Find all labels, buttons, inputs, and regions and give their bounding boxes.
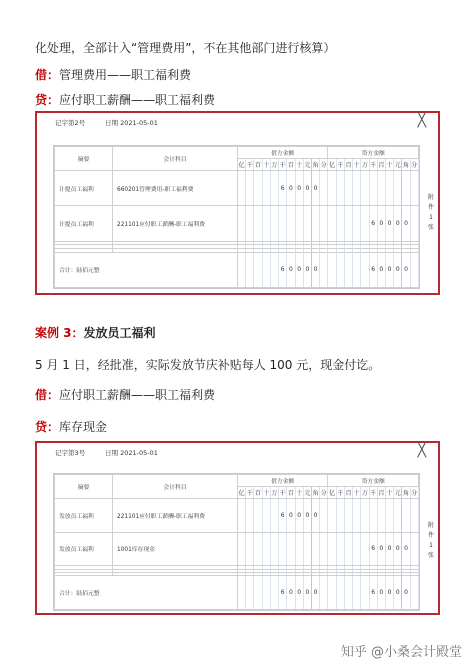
debit-digit bbox=[295, 532, 303, 566]
close-icon[interactable]: ╳ bbox=[417, 442, 426, 458]
debit-digit bbox=[303, 206, 311, 241]
debit-line-1 bbox=[35, 66, 191, 83]
debit-digit bbox=[270, 206, 278, 241]
digit-header: 十 bbox=[353, 159, 361, 171]
credit-line-2 bbox=[35, 418, 107, 435]
credit-digit bbox=[394, 499, 402, 533]
debit-digit bbox=[311, 206, 319, 241]
total-debit-digit bbox=[246, 576, 254, 610]
digit-header: 角 bbox=[402, 159, 410, 171]
credit-digit bbox=[344, 499, 352, 533]
voucher-1 bbox=[35, 111, 440, 295]
digit-header: 元 bbox=[303, 487, 311, 499]
credit-text: 应付职工薪酬——职工福利费 bbox=[59, 93, 216, 107]
total-row bbox=[55, 576, 419, 610]
credit-digit bbox=[385, 499, 393, 533]
debit-header: 借方金额 bbox=[238, 475, 328, 487]
credit-digit bbox=[353, 532, 361, 566]
debit-text: 应付职工薪酬——职工福利费 bbox=[59, 388, 216, 402]
digit-header: 分 bbox=[320, 487, 328, 499]
digit-header: 十 bbox=[295, 159, 303, 171]
credit-digit bbox=[369, 499, 377, 533]
total-debit-digit: 0 bbox=[287, 576, 295, 610]
close-icon[interactable]: ╳ bbox=[417, 112, 426, 128]
voucher-header bbox=[37, 113, 438, 135]
credit-digit bbox=[328, 171, 336, 206]
digit-header: 百 bbox=[254, 487, 262, 499]
total-credit-digit bbox=[410, 252, 418, 288]
credit-digit bbox=[361, 499, 369, 533]
digit-header: 分 bbox=[410, 487, 418, 499]
credit-digit: 0 bbox=[402, 532, 410, 566]
attachment-char: 件 bbox=[427, 204, 434, 211]
digit-header: 角 bbox=[402, 487, 410, 499]
attachment-char: 附 bbox=[427, 522, 434, 529]
debit-digit bbox=[279, 532, 287, 566]
total-debit-digit: 0 bbox=[303, 252, 311, 288]
debit-line-2 bbox=[35, 386, 215, 403]
debit-digit bbox=[246, 206, 254, 241]
credit-text: 库存现金 bbox=[59, 420, 108, 434]
debit-digit bbox=[320, 171, 328, 206]
debit-digit bbox=[270, 171, 278, 206]
credit-label: 贷： bbox=[35, 93, 60, 107]
total-debit-digit bbox=[254, 576, 262, 610]
debit-header: 借方金额 bbox=[238, 147, 328, 159]
debit-text: 管理费用——职工福利费 bbox=[59, 68, 192, 82]
total-credit-digit: 0 bbox=[394, 576, 402, 610]
credit-digit bbox=[410, 532, 418, 566]
digit-header: 百 bbox=[287, 487, 295, 499]
digit-header: 亿 bbox=[328, 159, 336, 171]
credit-digit bbox=[353, 206, 361, 241]
credit-digit bbox=[336, 499, 344, 533]
table-row bbox=[55, 532, 419, 566]
attachment-note bbox=[425, 193, 437, 233]
total-debit-digit bbox=[320, 252, 328, 288]
attachment-char: 件 bbox=[427, 532, 434, 539]
debit-digit bbox=[303, 532, 311, 566]
digit-header: 百 bbox=[344, 159, 352, 171]
digit-header: 百 bbox=[287, 159, 295, 171]
credit-digit bbox=[328, 206, 336, 241]
total-label: 合计：陆佰元整 bbox=[55, 252, 238, 288]
credit-digit bbox=[377, 499, 385, 533]
credit-digit: 0 bbox=[394, 532, 402, 566]
voucher-table bbox=[53, 145, 420, 289]
debit-digit: 6 bbox=[279, 171, 287, 206]
account-header: 会计科目 bbox=[113, 475, 238, 499]
table-row bbox=[55, 499, 419, 533]
attachment-note bbox=[425, 521, 437, 561]
credit-digit: 0 bbox=[377, 532, 385, 566]
total-debit-digit bbox=[262, 252, 270, 288]
total-debit-digit bbox=[238, 576, 246, 610]
digit-header: 元 bbox=[394, 159, 402, 171]
attachment-char: 1 bbox=[429, 214, 433, 221]
total-debit-digit bbox=[262, 576, 270, 610]
total-debit-digit bbox=[254, 252, 262, 288]
total-label: 合计：陆佰元整 bbox=[55, 576, 238, 610]
debit-digit bbox=[238, 532, 246, 566]
digit-header: 十 bbox=[353, 487, 361, 499]
credit-label: 贷： bbox=[35, 420, 60, 434]
debit-digit bbox=[254, 171, 262, 206]
debit-digit bbox=[311, 532, 319, 566]
total-debit-digit bbox=[320, 576, 328, 610]
credit-digit bbox=[336, 532, 344, 566]
voucher-2 bbox=[35, 441, 440, 615]
digit-header: 百 bbox=[377, 159, 385, 171]
digit-header: 亿 bbox=[238, 159, 246, 171]
total-credit-digit bbox=[361, 252, 369, 288]
debit-digit bbox=[246, 532, 254, 566]
account-cell: 221101应付职工薪酬-职工福利费 bbox=[113, 499, 238, 533]
total-debit-digit: 0 bbox=[295, 576, 303, 610]
debit-label: 借： bbox=[35, 68, 60, 82]
credit-digit bbox=[328, 532, 336, 566]
debit-digit bbox=[254, 499, 262, 533]
debit-digit bbox=[246, 499, 254, 533]
debit-digit bbox=[295, 206, 303, 241]
summary-header: 摘要 bbox=[55, 147, 113, 171]
case-label: 案例 3： bbox=[35, 326, 84, 340]
debit-digit bbox=[262, 171, 270, 206]
digit-header: 角 bbox=[311, 159, 319, 171]
digit-header: 万 bbox=[270, 159, 278, 171]
digit-header: 十 bbox=[385, 159, 393, 171]
debit-label: 借： bbox=[35, 388, 60, 402]
account-cell: 1001库存现金 bbox=[113, 532, 238, 566]
debit-digit bbox=[320, 499, 328, 533]
total-credit-digit: 0 bbox=[402, 576, 410, 610]
total-debit-digit bbox=[246, 252, 254, 288]
case-description: 5 月 1 日，经批准，实际发放节庆补贴每人 100 元，现金付讫。 bbox=[35, 358, 381, 372]
table-row bbox=[55, 206, 419, 241]
digit-header: 千 bbox=[279, 487, 287, 499]
attachment-char: 张 bbox=[427, 224, 434, 231]
debit-digit: 0 bbox=[295, 499, 303, 533]
debit-digit bbox=[254, 532, 262, 566]
digit-header: 百 bbox=[344, 487, 352, 499]
credit-digit bbox=[394, 171, 402, 206]
debit-digit: 6 bbox=[279, 499, 287, 533]
debit-digit: 0 bbox=[295, 171, 303, 206]
summary-cell: 计提员工福利 bbox=[55, 171, 113, 206]
total-credit-digit bbox=[344, 252, 352, 288]
total-debit-digit bbox=[270, 576, 278, 610]
debit-digit bbox=[279, 206, 287, 241]
summary-cell: 计提员工福利 bbox=[55, 206, 113, 241]
attachment-char: 1 bbox=[429, 542, 433, 549]
digit-header: 千 bbox=[336, 159, 344, 171]
credit-digit: 0 bbox=[385, 532, 393, 566]
credit-digit: 0 bbox=[402, 206, 410, 241]
debit-digit bbox=[262, 499, 270, 533]
debit-digit: 0 bbox=[303, 499, 311, 533]
credit-digit bbox=[410, 206, 418, 241]
voucher-date: 日期 2021-05-01 bbox=[105, 449, 158, 457]
credit-digit bbox=[377, 171, 385, 206]
debit-digit bbox=[238, 499, 246, 533]
total-credit-digit: 0 bbox=[394, 252, 402, 288]
total-credit-digit bbox=[410, 576, 418, 610]
total-credit-digit bbox=[328, 576, 336, 610]
credit-digit bbox=[353, 171, 361, 206]
credit-header: 贷方金额 bbox=[328, 475, 419, 487]
summary-cell: 发放员工福利 bbox=[55, 499, 113, 533]
total-credit-digit: 0 bbox=[377, 576, 385, 610]
total-credit-digit: 6 bbox=[369, 576, 377, 610]
debit-digit bbox=[287, 532, 295, 566]
credit-digit bbox=[353, 499, 361, 533]
digit-header: 万 bbox=[361, 159, 369, 171]
digit-header: 万 bbox=[270, 487, 278, 499]
debit-digit bbox=[287, 206, 295, 241]
debit-digit bbox=[254, 206, 262, 241]
credit-digit bbox=[369, 171, 377, 206]
total-credit-digit: 6 bbox=[369, 252, 377, 288]
total-row bbox=[55, 252, 419, 288]
credit-digit: 6 bbox=[369, 206, 377, 241]
total-credit-digit bbox=[336, 576, 344, 610]
attachment-char: 附 bbox=[427, 194, 434, 201]
total-debit-digit: 0 bbox=[303, 576, 311, 610]
debit-digit bbox=[262, 206, 270, 241]
total-credit-digit: 0 bbox=[377, 252, 385, 288]
total-credit-digit: 0 bbox=[402, 252, 410, 288]
case-title: 发放员工福利 bbox=[83, 326, 156, 340]
voucher-table bbox=[53, 473, 420, 611]
credit-digit: 6 bbox=[369, 532, 377, 566]
credit-digit bbox=[336, 206, 344, 241]
table-row bbox=[55, 171, 419, 206]
digit-header: 千 bbox=[336, 487, 344, 499]
digit-header: 千 bbox=[369, 159, 377, 171]
digit-header: 千 bbox=[246, 159, 254, 171]
credit-line-1 bbox=[35, 91, 215, 108]
debit-digit bbox=[270, 499, 278, 533]
attachment-char: 张 bbox=[427, 552, 434, 559]
credit-digit bbox=[344, 206, 352, 241]
total-credit-digit bbox=[336, 252, 344, 288]
debit-digit bbox=[320, 206, 328, 241]
total-credit-digit: 0 bbox=[385, 252, 393, 288]
digit-header: 百 bbox=[254, 159, 262, 171]
digit-header: 万 bbox=[361, 487, 369, 499]
debit-digit bbox=[320, 532, 328, 566]
digit-header: 十 bbox=[295, 487, 303, 499]
total-debit-digit bbox=[270, 252, 278, 288]
digit-header: 十 bbox=[262, 487, 270, 499]
intro-text: 化处理，全部计入“管理费用”，不在其他部门进行核算） bbox=[35, 41, 336, 55]
credit-digit bbox=[344, 532, 352, 566]
digit-header: 十 bbox=[385, 487, 393, 499]
digit-header: 百 bbox=[377, 487, 385, 499]
debit-digit: 0 bbox=[303, 171, 311, 206]
debit-digit bbox=[270, 532, 278, 566]
debit-digit: 0 bbox=[311, 171, 319, 206]
total-credit-digit bbox=[353, 576, 361, 610]
debit-digit bbox=[262, 532, 270, 566]
digit-header: 元 bbox=[303, 159, 311, 171]
total-debit-digit: 0 bbox=[311, 252, 319, 288]
credit-digit bbox=[385, 171, 393, 206]
total-debit-digit: 0 bbox=[311, 576, 319, 610]
total-credit-digit bbox=[328, 252, 336, 288]
credit-digit: 0 bbox=[377, 206, 385, 241]
credit-digit bbox=[344, 171, 352, 206]
total-credit-digit: 0 bbox=[385, 576, 393, 610]
debit-digit bbox=[238, 171, 246, 206]
voucher-header bbox=[37, 443, 438, 465]
voucher-number: 记字第2号 bbox=[55, 119, 86, 127]
credit-digit: 0 bbox=[385, 206, 393, 241]
digit-header: 千 bbox=[279, 159, 287, 171]
digit-header: 十 bbox=[262, 159, 270, 171]
case-heading bbox=[35, 324, 156, 341]
debit-digit: 0 bbox=[311, 499, 319, 533]
digit-header: 亿 bbox=[238, 487, 246, 499]
digit-header: 元 bbox=[394, 487, 402, 499]
summary-header: 摘要 bbox=[55, 475, 113, 499]
digit-header: 千 bbox=[369, 487, 377, 499]
total-debit-digit: 6 bbox=[279, 576, 287, 610]
debit-digit: 0 bbox=[287, 499, 295, 533]
credit-digit bbox=[361, 206, 369, 241]
total-debit-digit: 6 bbox=[279, 252, 287, 288]
digit-header: 千 bbox=[246, 487, 254, 499]
account-header: 会计科目 bbox=[113, 147, 238, 171]
credit-digit bbox=[410, 171, 418, 206]
credit-digit bbox=[361, 171, 369, 206]
digit-header: 角 bbox=[311, 487, 319, 499]
credit-digit bbox=[328, 499, 336, 533]
watermark: 知乎 @小桑会计殿堂 bbox=[340, 645, 462, 660]
total-debit-digit: 0 bbox=[287, 252, 295, 288]
voucher-date: 日期 2021-05-01 bbox=[105, 119, 158, 127]
total-credit-digit bbox=[353, 252, 361, 288]
credit-digit: 0 bbox=[394, 206, 402, 241]
digit-header: 分 bbox=[320, 159, 328, 171]
debit-digit bbox=[246, 171, 254, 206]
debit-digit: 0 bbox=[287, 171, 295, 206]
total-credit-digit bbox=[361, 576, 369, 610]
credit-digit bbox=[361, 532, 369, 566]
digit-header: 亿 bbox=[328, 487, 336, 499]
credit-digit bbox=[410, 499, 418, 533]
credit-digit bbox=[336, 171, 344, 206]
digit-header: 分 bbox=[410, 159, 418, 171]
credit-digit bbox=[402, 499, 410, 533]
account-cell: 221101应付职工薪酬-职工福利费 bbox=[113, 206, 238, 241]
summary-cell: 发放员工福利 bbox=[55, 532, 113, 566]
debit-digit bbox=[238, 206, 246, 241]
account-cell: 660201管理费用-职工福利费 bbox=[113, 171, 238, 206]
total-debit-digit bbox=[238, 252, 246, 288]
voucher-number: 记字第3号 bbox=[55, 449, 86, 457]
total-debit-digit: 0 bbox=[295, 252, 303, 288]
credit-digit bbox=[402, 171, 410, 206]
total-credit-digit bbox=[344, 576, 352, 610]
credit-header: 贷方金额 bbox=[328, 147, 419, 159]
